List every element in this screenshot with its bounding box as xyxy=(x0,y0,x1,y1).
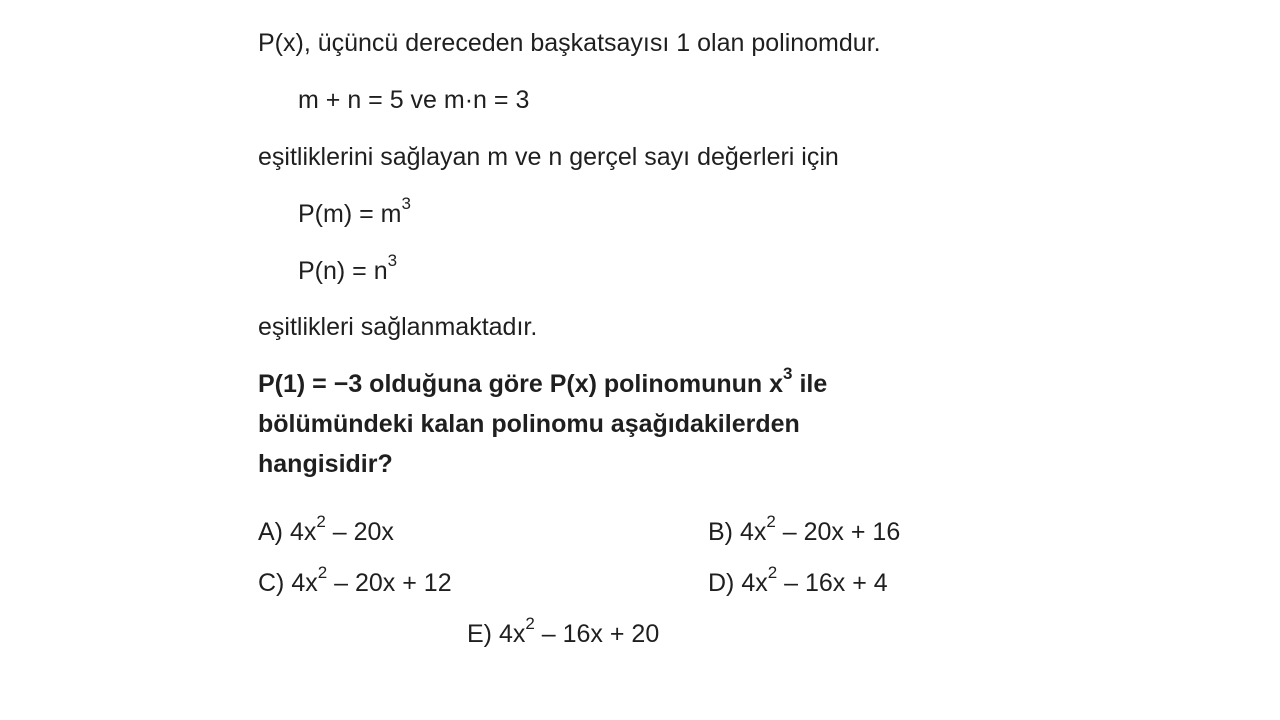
option-rest: – 20x xyxy=(325,518,394,546)
option-label: A) 4x xyxy=(258,518,317,546)
condition-equation: m + n = 5 ve m·n = 3 xyxy=(298,86,530,114)
eq-exp: 3 xyxy=(387,251,398,270)
option-rest: – 16x + 20 xyxy=(534,620,660,648)
satisfied-text: eşitlikleri sağlanmaktadır. xyxy=(258,313,538,341)
intro-text: P(x), üçüncü dereceden başkatsayısı 1 olan polinomdur. xyxy=(258,29,881,57)
eq-base: P(n) = n xyxy=(298,257,388,285)
question-line-1 xyxy=(258,364,828,399)
option-exp: 2 xyxy=(766,512,776,531)
question-text: P(1) = −3 olduğuna göre P(x) polinomunun x xyxy=(258,370,784,398)
option-label: B) 4x xyxy=(708,518,767,546)
option-label: E) 4x xyxy=(467,620,526,648)
option-d[interactable] xyxy=(708,563,888,598)
eq-base: P(m) = m xyxy=(298,200,402,228)
question-line-3: hangisidir? xyxy=(258,450,393,478)
option-label: D) 4x xyxy=(708,569,768,597)
question-text: ile xyxy=(792,370,828,398)
equation-p-m xyxy=(298,194,411,229)
option-c[interactable] xyxy=(258,563,452,598)
option-rest: – 16x + 4 xyxy=(777,569,888,597)
equation-p-n xyxy=(298,251,398,286)
option-label: C) 4x xyxy=(258,569,318,597)
condition-text: eşitliklerini sağlayan m ve n gerçel sayı değerleri için xyxy=(258,143,839,171)
question-exp: 3 xyxy=(783,364,793,383)
option-e[interactable] xyxy=(467,614,660,649)
option-a[interactable] xyxy=(258,512,394,547)
option-exp: 2 xyxy=(316,512,326,531)
question-line-2: bölümündeki kalan polinomu aşağıdakilerden xyxy=(258,410,800,438)
option-b[interactable] xyxy=(708,512,901,547)
option-exp: 2 xyxy=(317,563,328,582)
eq-exp: 3 xyxy=(401,194,411,213)
option-rest: – 20x + 12 xyxy=(327,569,452,597)
option-rest: – 20x + 16 xyxy=(775,518,901,546)
option-exp: 2 xyxy=(767,563,778,582)
option-exp: 2 xyxy=(525,614,535,633)
